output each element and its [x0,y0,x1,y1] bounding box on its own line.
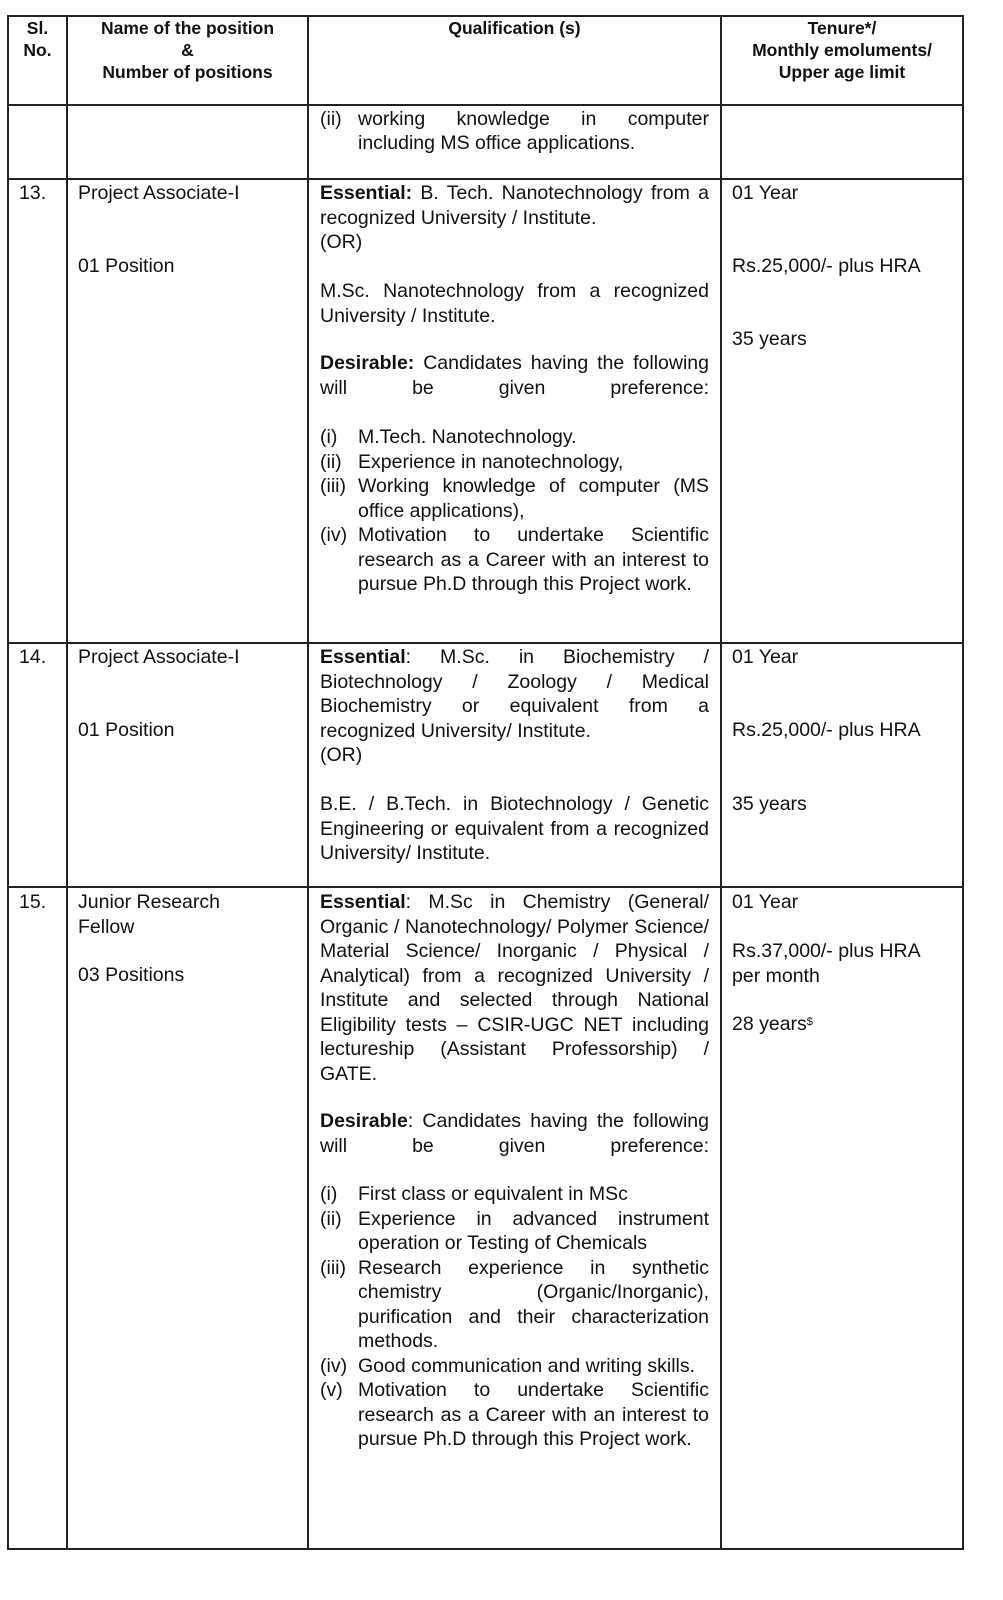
essential-qualification [320,645,709,743]
preference-list [320,425,709,597]
list-item-number: (iv) [320,1354,348,1377]
list-item-text: M.Tech. Nanotechnology. [358,426,577,448]
column-divider [720,15,722,1550]
list-item-number: (iii) [320,1256,346,1279]
monthly-emoluments: Rs.37,000/- plus HRA per month [732,940,920,987]
tenure: 01 Year [732,646,799,668]
header-position-name: Name of the position & Number of positions [100,18,275,82]
essential-text: : M.Sc. in Biochemistry / Biotechnology / Zoology / Medical Biochemistry or equivalent from a recognized University/ Institute. [320,646,709,742]
position-count: 01 Position [78,719,175,741]
list-item-text: Research experience in synthetic chemistry (Organic/Inorganic), purification and their characterization methods. [358,1256,709,1352]
footnote-marker: $ [806,1016,813,1028]
serial-number: 13. [19,182,47,204]
essential-text: B. Tech. Nanotechnology from a recognized University / Institute. [320,182,709,229]
row-divider [7,642,964,644]
upper-age-limit [732,1012,813,1037]
monthly-emoluments: Rs.25,000/- plus HRA [732,719,921,741]
essential-text: : M.Sc in Chemistry (General/ Organic / Nanotechnology/ Polymer Science/ Material Science/ Inorganic / Physical / Analytical) from a recognized University / Institute and selected through National Eligibility tests – CSIR-UGC NET including lectureship (Assistant Professorship) / GATE. [320,891,709,1085]
list-item [320,450,709,475]
list-item [320,1256,709,1354]
list-item-number: (ii) [320,450,342,473]
essential-label: Essential: [320,182,413,204]
essential-label: Essential [320,646,406,668]
monthly-emoluments: Rs.25,000/- plus HRA [732,255,921,277]
row-divider [7,886,964,888]
row-divider [7,178,964,180]
essential-qualification [320,890,709,1086]
header-row-divider [7,104,964,106]
list-item [320,474,709,523]
list-item-number: (iii) [320,475,346,497]
upper-age-limit: 35 years [732,793,807,815]
list-item-number: (v) [320,1379,343,1401]
tenure: 01 Year [732,182,799,204]
essential-qualification [320,181,709,230]
desirable-label: Desirable [320,1110,408,1132]
list-item [320,1378,709,1452]
serial-number: 15. [19,891,47,913]
list-item-text: including MS office applications. [358,132,636,154]
preference-list [320,1182,709,1452]
list-item-text: Experience in nanotechnology, [358,450,624,473]
desirable-qualification [320,351,709,400]
header-tenure: Tenure*/ Monthly emoluments/ Upper age limit [752,18,932,82]
list-item-number: (ii) [320,1207,342,1230]
list-item-text: Motivation to undertake Scientific research as a Career with an interest to pursue Ph.D through this Project work. [358,524,709,595]
or-separator: (OR) [320,231,363,253]
essential-alternative: B.E. / B.Tech. in Biotechnology / Genetic Engineering or equivalent from a recognized University/ Institute. [320,793,709,864]
list-item-text: First class or equivalent in MSc [358,1183,628,1205]
header-sl-no: Sl. No. [23,18,52,60]
table-border-right [962,15,964,1550]
list-item [320,1354,709,1379]
desirable-text: Candidates having the following will be given preference: [320,352,709,399]
desirable-qualification [320,1109,709,1158]
position-name: Project Associate-I [78,646,240,668]
column-divider [307,15,309,1550]
list-item-text: Good communication and writing skills. [358,1354,696,1377]
position-count: 03 Positions [78,964,185,986]
list-item-number: (i) [320,1183,338,1205]
header-qualification: Qualification (s) [448,18,581,38]
desirable-text: : Candidates having the following will be given preference: [320,1110,709,1157]
or-separator: (OR) [320,744,363,766]
list-item-number: (i) [320,426,338,448]
table-border-bottom [7,1548,964,1550]
essential-alternative: M.Sc. Nanotechnology from a recognized University / Institute. [320,280,709,327]
essential-label: Essential [320,891,406,913]
position-name: Junior Research Fellow [78,891,220,938]
list-item-text: Motivation to undertake Scientific research as a Career with an interest to pursue Ph.D through this Project work. [358,1379,709,1450]
position-name: Project Associate-I [78,182,240,204]
table-border-left [7,15,9,1550]
list-item-text: Working knowledge of computer (MS office applications), [358,475,709,522]
list-item [320,523,709,597]
list-item [320,1207,709,1256]
list-item-text: Experience in advanced instrument operation or Testing of Chemicals [358,1207,709,1254]
list-item [320,425,709,450]
serial-number: 14. [19,646,47,668]
age-value: 28 years [732,1013,807,1035]
tenure: 01 Year [732,891,799,913]
list-item-number: (iv) [320,524,348,546]
desirable-label: Desirable: [320,352,415,374]
list-item-text: working knowledge in computer [358,108,709,130]
list-item [320,1182,709,1207]
list-item-number: (ii) [320,108,342,130]
position-count: 01 Position [78,255,175,277]
column-divider [66,15,68,1550]
upper-age-limit: 35 years [732,328,807,350]
